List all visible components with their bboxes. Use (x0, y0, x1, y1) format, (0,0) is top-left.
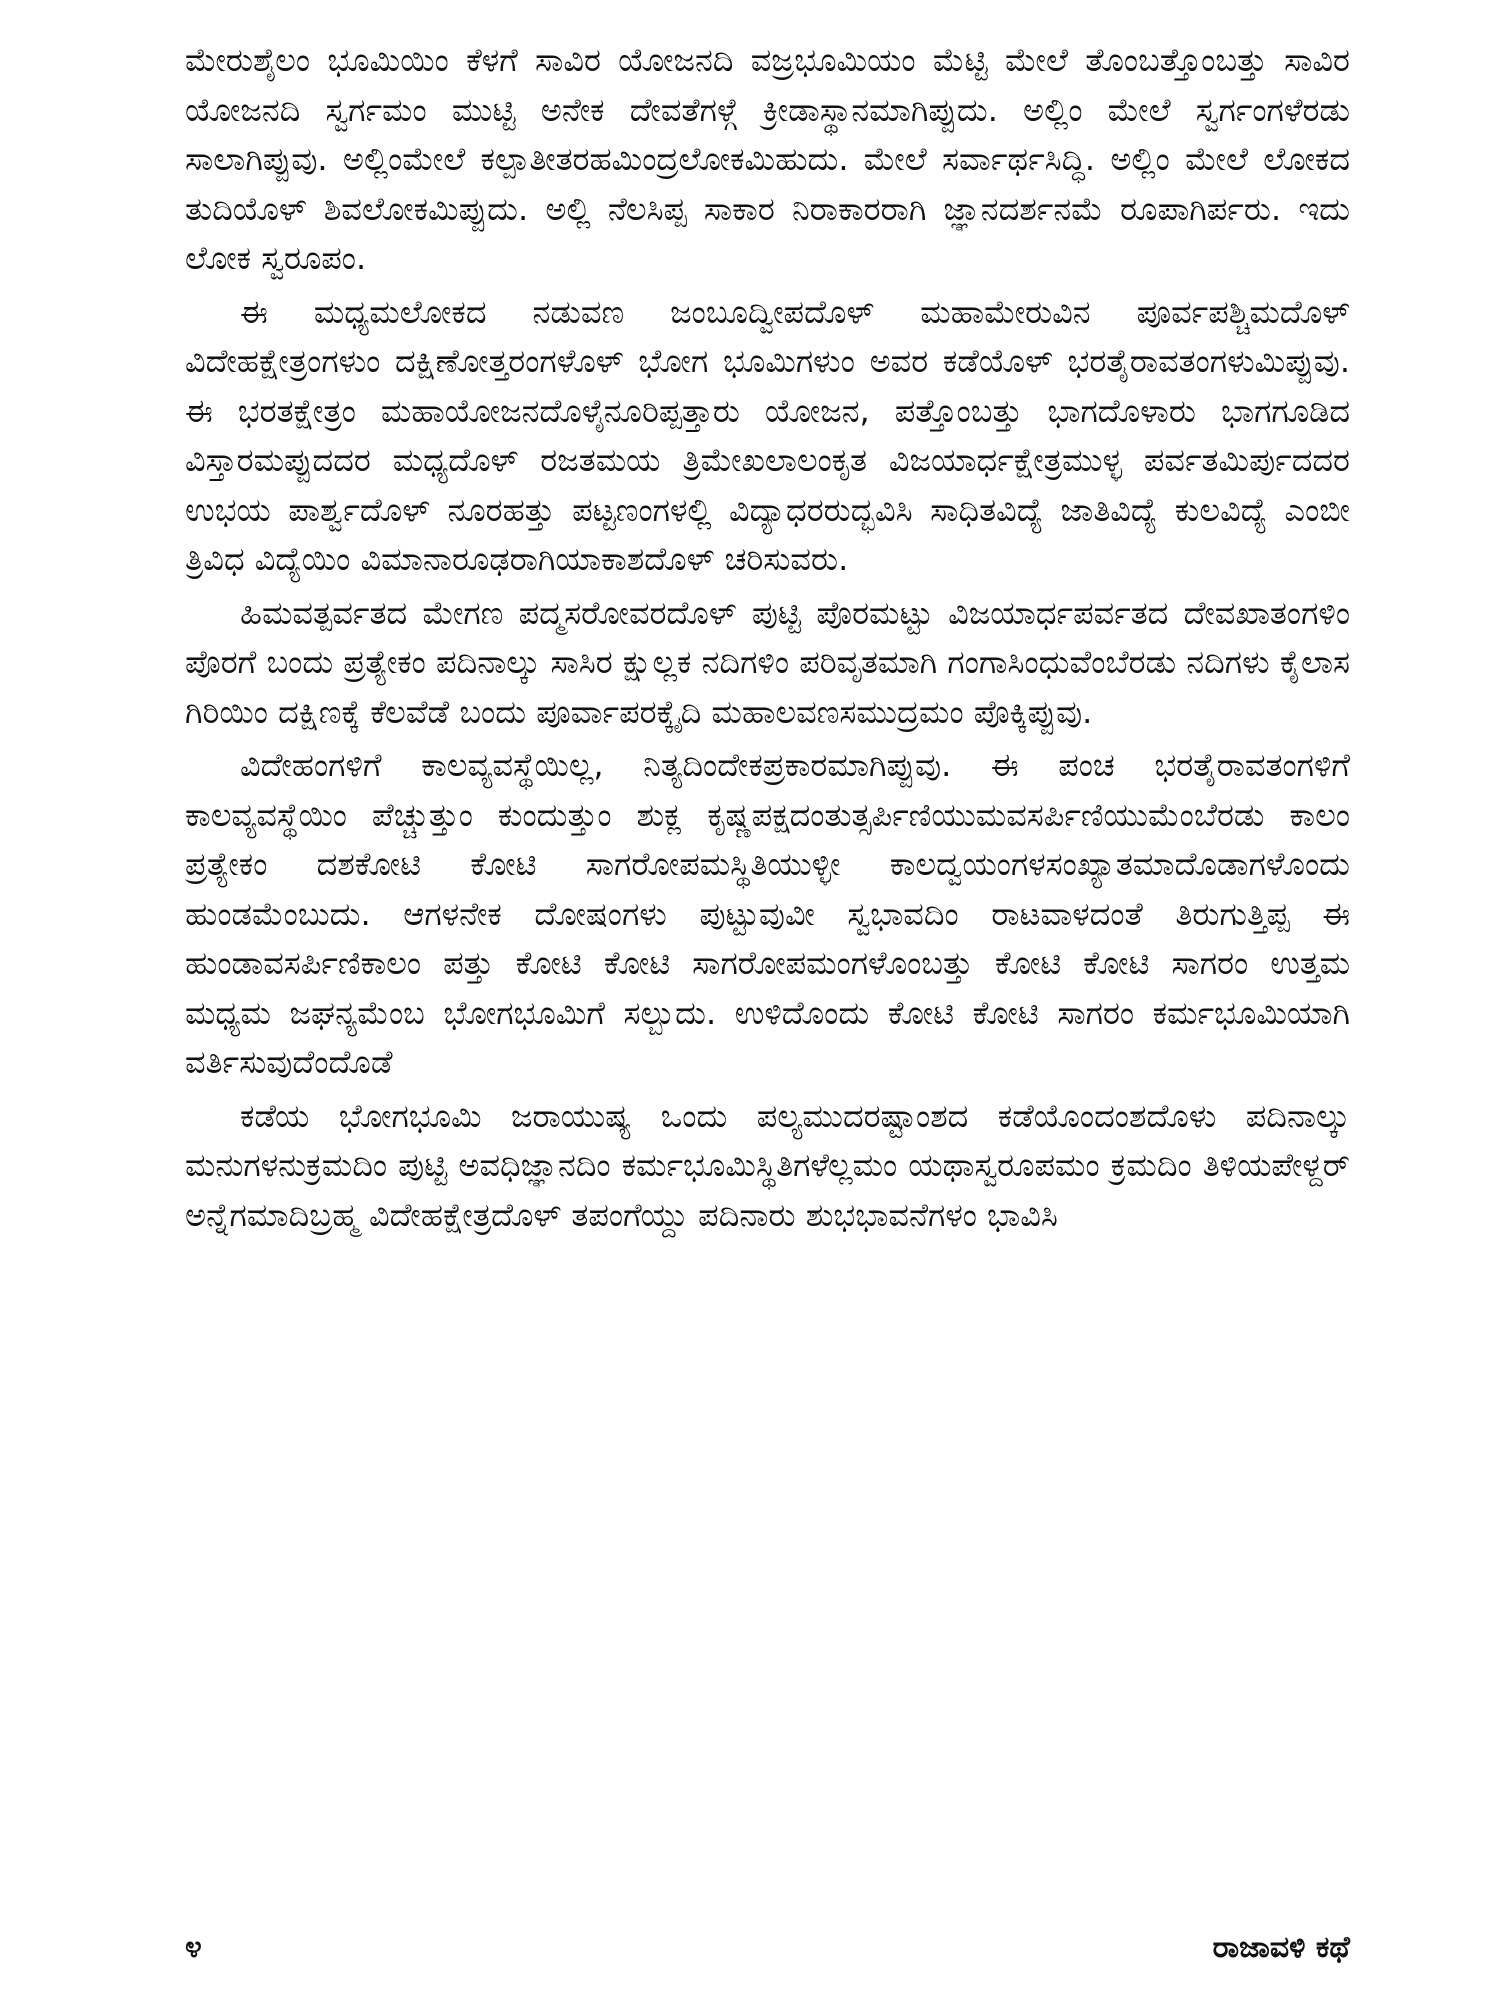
paragraph: ಈ ಮಧ್ಯಮಲೋಕದ ನಡುವಣ ಜಂಬೂದ್ವೀಪದೊಳ್ ಮಹಾಮೇರುವಿನ ಪೂರ್ವಪಶ್ಚಿಮದೊಳ್ ವಿದೇಹಕ್ಷೇತ್ರಂಗಳುಂ ದಕ್ಷಿಣೋತ್ತರಂಗಳೊಳ್ ಭೋಗ ಭೂಮಿಗಳುಂ ಅವರ ಕಡೆಯೊಳ್ ಭರತೈರಾವತಂಗಳುಮಿಪ್ಪುವು. ಈ ಭರತಕ್ಷೇತ್ರಂ ಮಹಾಯೋಜನದೊಳೈನೂರಿಪ್ಪತ್ತಾರು ಯೋಜನ, ಪತ್ತೊಂಬತ್ತು ಭಾಗದೊಳಾರು ಭಾಗಗೂಡಿದ ವಿಸ್ತಾರಮಪ್ಪುದದರ ಮಧ್ಯದೊಳ್ ರಜತಮಯ ತ್ರಿಮೇಖಲಾಲಂಕೃತ ವಿಜಯಾರ್ಧಕ್ಷೇತ್ರಮುಳ್ಳ ಪರ್ವತಮಿರ್ಪುದದರ ಉಭಯ ಪಾರ್ಶ್ವದೊಳ್ ನೂರಹತ್ತು ಪಟ್ಟಣಂಗಳಲ್ಲಿ ವಿದ್ಯಾಧರರುದ್ಭವಿಸಿ ಸಾಧಿತವಿದ್ಯೆ ಜಾತಿವಿದ್ಯೆ ಕುಲವಿದ್ಯೆ ಎಂಬೀ ತ್ರಿವಿಧ ವಿದ್ಯೆಯಿಂ ವಿಮಾನಾರೂಢರಾಗಿಯಾಕಾಶದೊಳ್ ಚರಿಸುವರು. (185, 292, 1350, 578)
paragraph: ಮೇರುಶೈಲಂ ಭೂಮಿಯಿಂ ಕೆಳಗೆ ಸಾವಿರ ಯೋಜನದಿ ವಜ್ರಭೂಮಿಯಂ ಮೆಟ್ಟಿ ಮೇಲೆ ತೊಂಬತ್ತೊಂಬತ್ತು ಸಾವಿರ ಯೋಜನದಿ ಸ್ವರ್ಗಮಂ ಮುಟ್ಟಿ ಅನೇಕ ದೇವತೆಗಳ್ಗೆ ಕ್ರೀಡಾಸ್ಥಾನಮಾಗಿಪ್ಪುದು. ಅಲ್ಲಿಂ ಮೇಲೆ ಸ್ವರ್ಗಂಗಳೆರಡು ಸಾಲಾಗಿಪ್ಪುವು. ಅಲ್ಲಿಂಮೇಲೆ ಕಲ್ಪಾತೀತರಹಮಿಂದ್ರಲೋಕಮಿಹುದು. ಮೇಲೆ ಸರ್ವಾರ್ಥಸಿದ್ಧಿ. ಅಲ್ಲಿಂ ಮೇಲೆ ಲೋಕದ ತುದಿಯೊಳ್ ಶಿವಲೋಕಮಿಪ್ಪುದು. ಅಲ್ಲಿ ನೆಲಸಿಪ್ಪ ಸಾಕಾರ ನಿರಾಕಾರರಾಗಿ ಜ್ಞಾನದರ್ಶನಮೆ ರೂಪಾಗಿರ್ಪರು. ಇದು ಲೋಕ ಸ್ವರೂಪಂ. (185, 41, 1350, 277)
paragraph: ಕಡೆಯ ಭೋಗಭೂಮಿ ಜರಾಯುಷ್ಯ ಒಂದು ಪಲ್ಯಮುದರಷ್ಟಾಂಶದ ಕಡೆಯೊಂದಂಶದೊಳು ಪದಿನಾಲ್ಕು ಮನುಗಳನುಕ್ರಮದಿಂ ಪುಟ್ಟಿ ಅವಧಿಜ್ಞಾನದಿಂ ಕರ್ಮಭೂಮಿಸ್ಥಿತಿಗಳೆಲ್ಲಮಂ ಯಥಾಸ್ವರೂಪಮಂ ಕ್ರಮದಿಂ ತಿಳಿಯಪೇಳ್ದರ್ ಅನ್ನೆಗಮಾದಿಬ್ರಹ್ಮ ವಿದೇಹಕ್ಷೇತ್ರದೊಳ್ ತಪಂಗೆಯ್ದು ಪದಿನಾರು ಶುಭಭಾವನೆಗಳಂ ಭಾವಿಸಿ (185, 1096, 1350, 1234)
paragraph: ವಿದೇಹಂಗಳಿಗೆ ಕಾಲವ್ಯವಸ್ಥೆಯಿಲ್ಲ, ನಿತ್ಯದಿಂದೇಕಪ್ರಕಾರಮಾಗಿಪ್ಪುವು. ಈ ಪಂಚ ಭರತೈರಾವತಂಗಳಿಗೆ ಕಾಲವ್ಯವಸ್ಥೆಯಿಂ ಪೆಚ್ಚುತ್ತುಂ ಕುಂದುತ್ತುಂ ಶುಕ್ಲ ಕೃಷ್ಣಪಕ್ಷದಂತುತ್ಸರ್ಪಿಣಿಯುಮವಸರ್ಪಿಣಿಯುಮೆಂಬೆರಡು ಕಾಲಂ ಪ್ರತ್ಯೇಕಂ ದಶಕೋಟಿ ಕೋಟಿ ಸಾಗರೋಪಮಸ್ಥಿತಿಯುಳ್ಳೀ ಕಾಲದ್ವಯಂಗಳಸಂಖ್ಯಾತಮಾದೊಡಾಗಳೊಂದು ಹುಂಡಮೆಂಬುದು. ಆಗಳನೇಕ ದೋಷಂಗಳು ಪುಟ್ಟುವುವೀ ಸ್ವಭಾವದಿಂ ರಾಟವಾಳದಂತೆ ತಿರುಗುತ್ತಿಪ್ಪ ಈ ಹುಂಡಾವಸರ್ಪಿಣಿಕಾಲಂ ಪತ್ತು ಕೋಟಿ ಕೋಟಿ ಸಾಗರೋಪಮಂಗಳೊಂಬತ್ತು ಕೋಟಿ ಕೋಟಿ ಸಾಗರಂ ಉತ್ತಮ ಮಧ್ಯಮ ಜಘನ್ಯಮೆಂಬ ಭೋಗಭೂಮಿಗೆ ಸಲ್ಬುದು. ಉಳಿದೊಂದು ಕೋಟಿ ಕೋಟಿ ಸಾಗರಂ ಕರ್ಮಭೂಮಿಯಾಗಿ ವರ್ತಿಸುವುದೆಂದೊಡೆ (185, 746, 1350, 1081)
page-number: ೪ (185, 1930, 202, 1965)
paragraph: ಹಿಮವತ್ಪರ್ವತದ ಮೇಗಣ ಪದ್ಮಸರೋವರದೊಳ್ ಪುಟ್ಟಿ ಪೊರಮಟ್ಟು ವಿಜಯಾರ್ಧಪರ್ವತದ ದೇವಖಾತಂಗಳಿಂ ಪೊರಗೆ ಬಂದು ಪ್ರತ್ಯೇಕಂ ಪದಿನಾಲ್ಕು ಸಾಸಿರ ಕ್ಷುಲ್ಲಕ ನದಿಗಳಿಂ ಪರಿವೃತಮಾಗಿ ಗಂಗಾಸಿಂಧುವೆಂಬೆರಡು ನದಿಗಳು ಕೈಲಾಸ ಗಿರಿಯಿಂ ದಕ್ಷಿಣಕ್ಕೆ ಕೆಲವೆಡೆ ಬಂದು ಪೂರ್ವಾಪರಕ್ಕೈದಿ ಮಹಾಲವಣಸಮುದ್ರಮಂ ಪೊಕ್ಕಿಪ್ಪುವು. (185, 593, 1350, 731)
running-title: ರಾಜಾವಳಿ ಕಥೆ (1212, 1930, 1350, 1965)
page-footer (185, 1930, 1350, 1980)
body-text (185, 36, 1350, 1244)
